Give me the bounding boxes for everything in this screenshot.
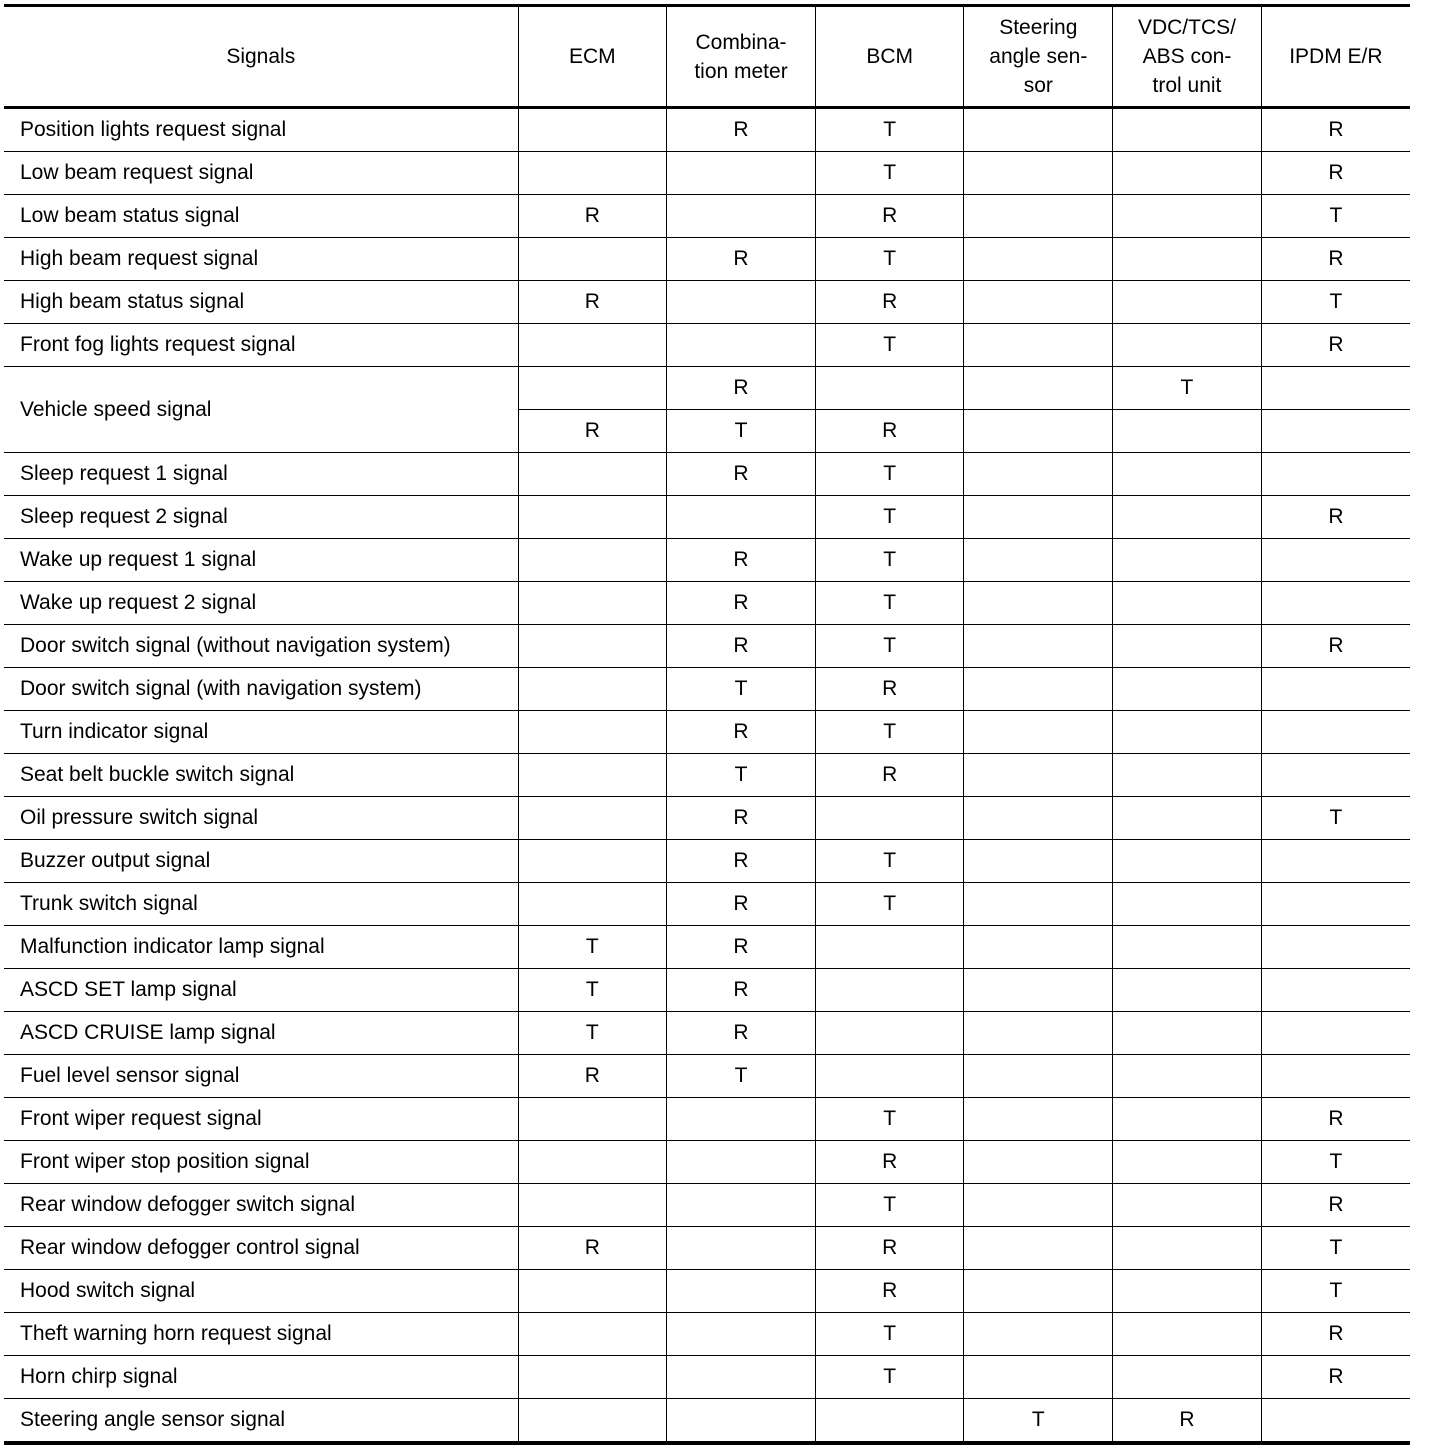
ecm-cell [518,1141,667,1184]
signal-name: Front fog lights request signal [4,324,518,367]
table-header [4,6,1410,108]
combination-meter-cell [667,1399,816,1444]
table-row [4,625,1410,668]
vdc-tcs-abs-cell [1113,840,1262,883]
combination-meter-cell: R [667,108,816,152]
combination-meter-cell: R [667,797,816,840]
ecm-cell [518,883,667,926]
bcm-cell: R [815,410,964,453]
signal-name: Seat belt buckle switch signal [4,754,518,797]
vdc-tcs-abs-cell [1113,410,1262,453]
signal-table [4,4,1410,1445]
steering-angle-sensor-cell [964,969,1113,1012]
combination-meter-cell: T [667,1055,816,1098]
steering-angle-sensor-cell [964,797,1113,840]
vdc-tcs-abs-cell [1113,1270,1262,1313]
ecm-cell: R [518,195,667,238]
ecm-cell: R [518,1227,667,1270]
bcm-cell: T [815,152,964,195]
steering-angle-sensor-cell [964,152,1113,195]
ecm-cell [518,1313,667,1356]
table-row [4,1227,1410,1270]
vdc-tcs-abs-cell [1113,324,1262,367]
table-row [4,1098,1410,1141]
steering-angle-sensor-cell [964,1098,1113,1141]
ecm-cell [518,754,667,797]
vdc-tcs-abs-cell [1113,668,1262,711]
bcm-cell [815,367,964,410]
bcm-cell: T [815,840,964,883]
combination-meter-cell: R [667,926,816,969]
ecm-cell [518,625,667,668]
ipdm-er-cell: R [1261,625,1410,668]
table-row [4,496,1410,539]
bcm-cell [815,969,964,1012]
ipdm-er-cell [1261,883,1410,926]
ipdm-er-cell [1261,969,1410,1012]
combination-meter-cell: T [667,668,816,711]
table-row [4,840,1410,883]
signal-name: Malfunction indicator lamp signal [4,926,518,969]
steering-angle-sensor-cell [964,238,1113,281]
table-row [4,1399,1410,1444]
table-row [4,582,1410,625]
signal-table-page [4,4,1410,1445]
ipdm-er-cell: R [1261,1184,1410,1227]
steering-angle-sensor-cell [964,1055,1113,1098]
steering-angle-sensor-cell [964,367,1113,410]
signal-name: Wake up request 1 signal [4,539,518,582]
bcm-cell: T [815,324,964,367]
header-combination-meter: Combina- tion meter [667,6,816,108]
vdc-tcs-abs-cell [1113,1356,1262,1399]
bcm-cell: R [815,1227,964,1270]
signal-name: Buzzer output signal [4,840,518,883]
vdc-tcs-abs-cell [1113,969,1262,1012]
ecm-cell [518,840,667,883]
table-row [4,539,1410,582]
signal-name: ASCD CRUISE lamp signal [4,1012,518,1055]
ipdm-er-cell: R [1261,108,1410,152]
ipdm-er-cell [1261,582,1410,625]
combination-meter-cell: T [667,410,816,453]
header-ecm: ECM [518,6,667,108]
steering-angle-sensor-cell [964,539,1113,582]
ipdm-er-cell: R [1261,1356,1410,1399]
ipdm-er-cell [1261,711,1410,754]
ipdm-er-cell [1261,926,1410,969]
bcm-cell: T [815,539,964,582]
ecm-cell: R [518,410,667,453]
vdc-tcs-abs-cell [1113,582,1262,625]
ipdm-er-cell: T [1261,1141,1410,1184]
vdc-tcs-abs-cell [1113,711,1262,754]
vdc-tcs-abs-cell [1113,1055,1262,1098]
signal-name: High beam request signal [4,238,518,281]
combination-meter-cell [667,1313,816,1356]
vdc-tcs-abs-cell [1113,1313,1262,1356]
steering-angle-sensor-cell [964,410,1113,453]
steering-angle-sensor-cell [964,926,1113,969]
ipdm-er-cell: R [1261,1313,1410,1356]
vdc-tcs-abs-cell [1113,754,1262,797]
bcm-cell: T [815,238,964,281]
vdc-tcs-abs-cell [1113,797,1262,840]
header-row [4,6,1410,108]
ecm-cell [518,152,667,195]
steering-angle-sensor-cell [964,711,1113,754]
ipdm-er-cell [1261,367,1410,410]
bcm-cell: R [815,668,964,711]
bcm-cell: T [815,1098,964,1141]
table-row [4,797,1410,840]
steering-angle-sensor-cell [964,281,1113,324]
combination-meter-cell [667,324,816,367]
table-row [4,969,1410,1012]
signal-name: High beam status signal [4,281,518,324]
combination-meter-cell [667,1356,816,1399]
bcm-cell [815,1399,964,1444]
vdc-tcs-abs-cell: R [1113,1399,1262,1444]
signal-name: Fuel level sensor signal [4,1055,518,1098]
steering-angle-sensor-cell [964,1012,1113,1055]
signal-name: Front wiper request signal [4,1098,518,1141]
ecm-cell [518,1399,667,1444]
table-row [4,367,1410,410]
vdc-tcs-abs-cell [1113,539,1262,582]
ecm-cell [518,238,667,281]
signal-name: Horn chirp signal [4,1356,518,1399]
signal-name: Wake up request 2 signal [4,582,518,625]
table-row [4,238,1410,281]
bcm-cell [815,1012,964,1055]
combination-meter-cell [667,1227,816,1270]
signal-name: Sleep request 1 signal [4,453,518,496]
bcm-cell: T [815,582,964,625]
ipdm-er-cell [1261,1012,1410,1055]
ecm-cell [518,367,667,410]
table-row [4,1270,1410,1313]
signal-name: Door switch signal (without navigation system) [4,625,518,668]
combination-meter-cell: R [667,582,816,625]
table-row [4,152,1410,195]
ecm-cell [518,1356,667,1399]
bcm-cell: T [815,1184,964,1227]
vdc-tcs-abs-cell: T [1113,367,1262,410]
signal-name: Vehicle speed signal [4,367,518,453]
table-row [4,281,1410,324]
ipdm-er-cell [1261,1055,1410,1098]
signal-name: Front wiper stop position signal [4,1141,518,1184]
ecm-cell: T [518,926,667,969]
bcm-cell [815,797,964,840]
vdc-tcs-abs-cell [1113,496,1262,539]
vdc-tcs-abs-cell [1113,453,1262,496]
steering-angle-sensor-cell [964,754,1113,797]
signal-name: Rear window defogger control signal [4,1227,518,1270]
vdc-tcs-abs-cell [1113,195,1262,238]
ipdm-er-cell [1261,410,1410,453]
ipdm-er-cell [1261,840,1410,883]
vdc-tcs-abs-cell [1113,1141,1262,1184]
table-row [4,1313,1410,1356]
combination-meter-cell: R [667,840,816,883]
bcm-cell [815,926,964,969]
vdc-tcs-abs-cell [1113,1184,1262,1227]
bcm-cell: T [815,496,964,539]
bcm-cell: R [815,1141,964,1184]
steering-angle-sensor-cell [964,195,1113,238]
table-row [4,1055,1410,1098]
bcm-cell: T [815,711,964,754]
ecm-cell [518,1184,667,1227]
combination-meter-cell [667,281,816,324]
steering-angle-sensor-cell [964,324,1113,367]
ecm-cell [518,582,667,625]
ipdm-er-cell: T [1261,1270,1410,1313]
table-row [4,108,1410,152]
vdc-tcs-abs-cell [1113,238,1262,281]
combination-meter-cell: R [667,711,816,754]
ipdm-er-cell: R [1261,324,1410,367]
table-row [4,1141,1410,1184]
steering-angle-sensor-cell [964,840,1113,883]
signal-name: Low beam status signal [4,195,518,238]
steering-angle-sensor-cell [964,453,1113,496]
combination-meter-cell: R [667,539,816,582]
bcm-cell: R [815,281,964,324]
header-ipdm-er: IPDM E/R [1261,6,1410,108]
ecm-cell [518,539,667,582]
header-bcm: BCM [815,6,964,108]
table-row [4,1184,1410,1227]
steering-angle-sensor-cell [964,108,1113,152]
combination-meter-cell [667,1184,816,1227]
signal-name: Low beam request signal [4,152,518,195]
bcm-cell: T [815,883,964,926]
signal-name: Hood switch signal [4,1270,518,1313]
ipdm-er-cell: T [1261,1227,1410,1270]
combination-meter-cell: R [667,238,816,281]
signal-name: Turn indicator signal [4,711,518,754]
ecm-cell [518,797,667,840]
signal-name: Trunk switch signal [4,883,518,926]
ipdm-er-cell [1261,1399,1410,1444]
bcm-cell: R [815,195,964,238]
table-row [4,754,1410,797]
ipdm-er-cell: R [1261,496,1410,539]
combination-meter-cell: R [667,453,816,496]
ecm-cell [518,1270,667,1313]
ipdm-er-cell: T [1261,195,1410,238]
table-row [4,1356,1410,1399]
vdc-tcs-abs-cell [1113,1012,1262,1055]
ipdm-er-cell [1261,453,1410,496]
table-body [4,108,1410,1444]
ecm-cell [518,1098,667,1141]
steering-angle-sensor-cell [964,1184,1113,1227]
steering-angle-sensor-cell [964,1141,1113,1184]
steering-angle-sensor-cell [964,496,1113,539]
table-row [4,453,1410,496]
table-row [4,195,1410,238]
ipdm-er-cell [1261,668,1410,711]
steering-angle-sensor-cell [964,1270,1113,1313]
header-steering-angle-sensor: Steering angle sen- sor [964,6,1113,108]
ecm-cell: T [518,969,667,1012]
steering-angle-sensor-cell [964,1356,1113,1399]
bcm-cell [815,1055,964,1098]
combination-meter-cell [667,1141,816,1184]
table-row [4,324,1410,367]
ecm-cell [518,108,667,152]
combination-meter-cell [667,195,816,238]
steering-angle-sensor-cell [964,625,1113,668]
combination-meter-cell [667,1270,816,1313]
header-vdc-tcs-abs-control-unit: VDC/TCS/ ABS con- trol unit [1113,6,1262,108]
combination-meter-cell: R [667,1012,816,1055]
signal-name: Position lights request signal [4,108,518,152]
vdc-tcs-abs-cell [1113,926,1262,969]
vdc-tcs-abs-cell [1113,108,1262,152]
bcm-cell: R [815,754,964,797]
signal-name: ASCD SET lamp signal [4,969,518,1012]
table-row [4,668,1410,711]
steering-angle-sensor-cell [964,582,1113,625]
signal-name: Oil pressure switch signal [4,797,518,840]
bcm-cell: T [815,108,964,152]
vdc-tcs-abs-cell [1113,152,1262,195]
ecm-cell [518,453,667,496]
combination-meter-cell: R [667,969,816,1012]
bcm-cell: R [815,1270,964,1313]
signal-name: Steering angle sensor signal [4,1399,518,1444]
ecm-cell: T [518,1012,667,1055]
steering-angle-sensor-cell: T [964,1399,1113,1444]
vdc-tcs-abs-cell [1113,1227,1262,1270]
ipdm-er-cell: T [1261,797,1410,840]
combination-meter-cell [667,152,816,195]
ipdm-er-cell: T [1261,281,1410,324]
signal-name: Door switch signal (with navigation system) [4,668,518,711]
bcm-cell: T [815,453,964,496]
combination-meter-cell: R [667,367,816,410]
vdc-tcs-abs-cell [1113,883,1262,926]
table-row [4,711,1410,754]
combination-meter-cell: T [667,754,816,797]
table-row [4,926,1410,969]
table-row [4,883,1410,926]
combination-meter-cell [667,496,816,539]
steering-angle-sensor-cell [964,1313,1113,1356]
vdc-tcs-abs-cell [1113,625,1262,668]
ecm-cell [518,324,667,367]
ipdm-er-cell: R [1261,1098,1410,1141]
ecm-cell [518,711,667,754]
ipdm-er-cell: R [1261,152,1410,195]
signal-name: Theft warning horn request signal [4,1313,518,1356]
ipdm-er-cell [1261,539,1410,582]
steering-angle-sensor-cell [964,668,1113,711]
combination-meter-cell [667,1098,816,1141]
ipdm-er-cell: R [1261,238,1410,281]
vdc-tcs-abs-cell [1113,281,1262,324]
steering-angle-sensor-cell [964,1227,1113,1270]
steering-angle-sensor-cell [964,883,1113,926]
signal-name: Sleep request 2 signal [4,496,518,539]
bcm-cell: T [815,625,964,668]
ecm-cell [518,668,667,711]
combination-meter-cell: R [667,883,816,926]
combination-meter-cell: R [667,625,816,668]
header-signals: Signals [4,6,518,108]
table-row [4,1012,1410,1055]
bcm-cell: T [815,1313,964,1356]
ecm-cell: R [518,1055,667,1098]
bcm-cell: T [815,1356,964,1399]
ecm-cell [518,496,667,539]
signal-name: Rear window defogger switch signal [4,1184,518,1227]
ecm-cell: R [518,281,667,324]
vdc-tcs-abs-cell [1113,1098,1262,1141]
ipdm-er-cell [1261,754,1410,797]
